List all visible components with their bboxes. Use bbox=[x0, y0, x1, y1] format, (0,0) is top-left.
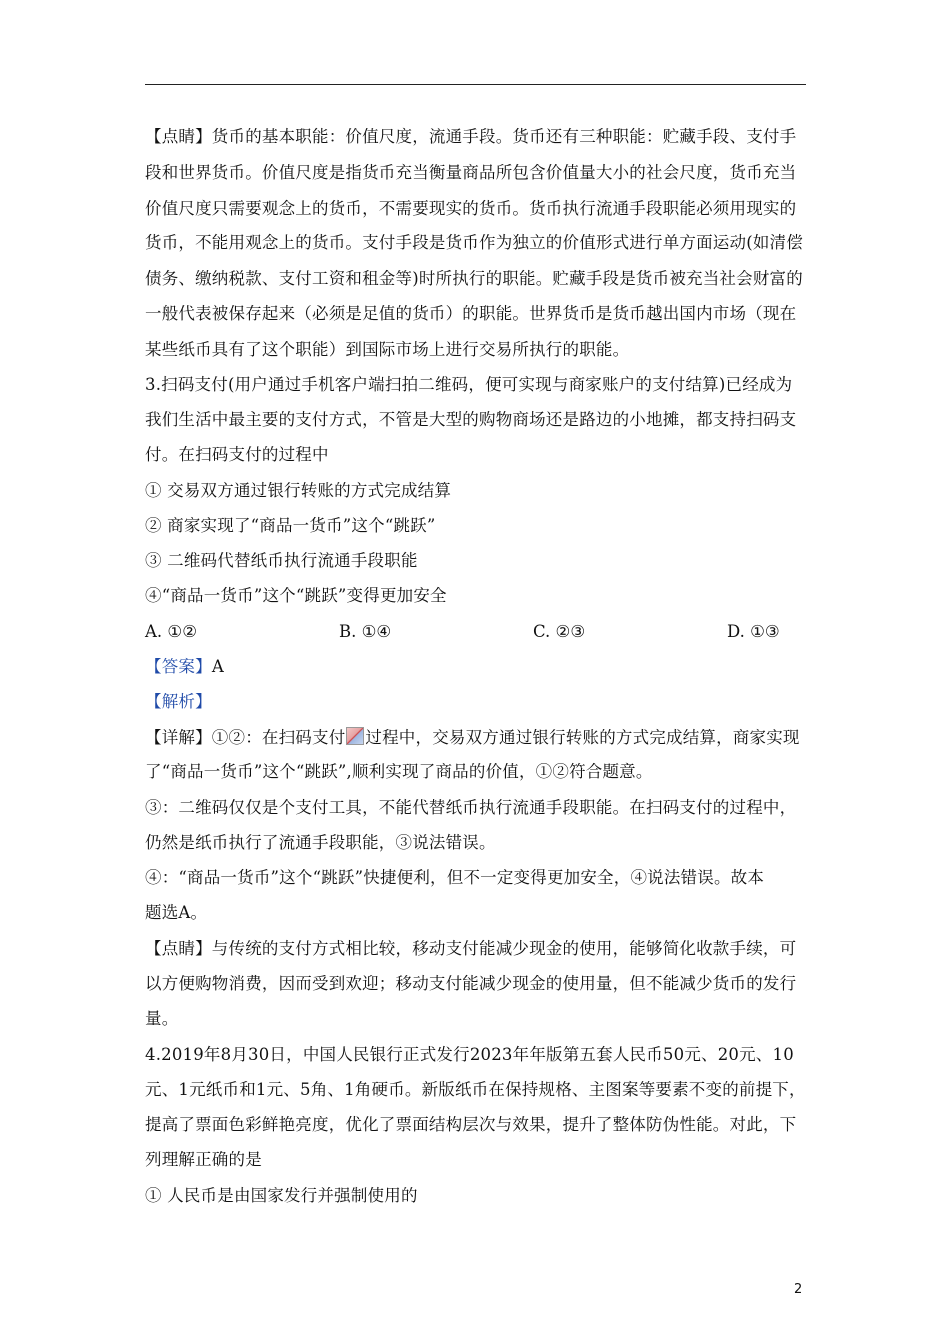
text-line: 量。 bbox=[145, 1009, 179, 1028]
detail-part-2: 过程中，交易双方通过银行转账的方式完成结算，商家实现 bbox=[365, 728, 800, 747]
text-line: 题选A。 bbox=[145, 903, 208, 922]
text-line: 【点睛】货币的基本职能：价值尺度，流通手段。货币还有三种职能：贮藏手段、支付手 bbox=[145, 127, 797, 146]
text-line: 【点睛】与传统的支付方式相比较，移动支付能减少现金的使用，能够简化收款手续，可 bbox=[145, 939, 797, 958]
answer-label: 【答案】 bbox=[145, 657, 212, 676]
text-line: 债务、缴纳税款、支付工资和租金等)时所执行的职能。贮藏手段是货币被充当社会财富的 bbox=[145, 269, 803, 288]
page-number: 2 bbox=[794, 1282, 803, 1297]
text-line: 以方便购物消费，因而受到欢迎；移动支付能减少现金的使用量，但不能减少货币的发行 bbox=[145, 974, 797, 993]
statement-4: ④“商品一货币”这个“跳跃”变得更加安全 bbox=[145, 586, 447, 605]
question-3-stem: 3.扫码支付(用户通过手机客户端扫拍二维码，便可实现与商家账户的支付结算)已经成为 bbox=[145, 375, 793, 394]
option-a: A. ①② bbox=[145, 622, 197, 641]
answer-value: A bbox=[211, 657, 224, 676]
option-d: D. ①③ bbox=[727, 622, 780, 641]
answer-line bbox=[145, 657, 224, 677]
option-b: B. ①④ bbox=[339, 622, 392, 641]
text-line: 了“商品一货币”这个“跳跃”,顺利实现了商品的价值，①②符合题意。 bbox=[145, 762, 653, 781]
text-line: 一般代表被保存起来（必须是足值的货币）的职能。世界货币是货币越出国内市场（现在 bbox=[145, 304, 797, 323]
option-c: C. ②③ bbox=[533, 622, 586, 641]
text-line: 价值尺度只需要观念上的货币，不需要现实的货币。货币执行流通手段职能必须用现实的 bbox=[145, 199, 797, 218]
analysis-label: 【解析】 bbox=[145, 692, 212, 711]
text-line: 我们生活中最主要的支付方式，不管是大型的购物商场还是路边的小地摊，都支持扫码支 bbox=[145, 410, 797, 429]
question-4-stem: 4.2019年8月30日，中国人民银行正式发行2023年年版第五套人民币50元、20元、10 bbox=[145, 1045, 794, 1064]
text-line: 元、1元纸币和1元、5角、1角硬币。新版纸币在保持规格、主图案等要素不变的前提下， bbox=[145, 1080, 806, 1099]
text-line: 列理解正确的是 bbox=[145, 1150, 262, 1169]
statement-2: ② 商家实现了“商品一货币”这个“跳跃” bbox=[145, 516, 436, 535]
text-line: 仍然是纸币执行了流通手段职能，③说法错误。 bbox=[145, 833, 496, 852]
text-line: 付。在扫码支付的过程中 bbox=[145, 445, 329, 464]
text-line: ④：“商品一货币”这个“跳跃”快捷便利，但不一定变得更加安全，④说法错误。故本 bbox=[145, 868, 765, 887]
text-line: 段和世界货币。价值尺度是指货币充当衡量商品所包含价值量大小的社会尺度，货币充当 bbox=[145, 163, 797, 182]
header-rule bbox=[145, 84, 806, 85]
text-line: ③：二维码仅仅是个支付工具，不能代替纸币执行流通手段职能。在扫码支付的过程中， bbox=[145, 798, 797, 817]
statement-3: ③ 二维码代替纸币执行流通手段职能 bbox=[145, 551, 418, 570]
statement-1: ① 交易双方通过银行转账的方式完成结算 bbox=[145, 481, 452, 500]
detail-line bbox=[145, 727, 800, 748]
statement-1: ① 人民币是由国家发行并强制使用的 bbox=[145, 1186, 418, 1205]
text-line: 货币，不能用观念上的货币。支付手段是货币作为独立的价值形式进行单方面运动(如清偿 bbox=[145, 233, 803, 252]
text-line: 提高了票面色彩鲜艳亮度，优化了票面结构层次与效果，提升了整体防伪性能。对此，下 bbox=[145, 1115, 797, 1134]
text-line: 某些纸币具有了这个职能）到国际市场上进行交易所执行的职能。 bbox=[145, 340, 630, 359]
detail-part-1: 【详解】①②：在扫码支付 bbox=[145, 728, 346, 747]
broken-image-icon bbox=[346, 727, 364, 745]
